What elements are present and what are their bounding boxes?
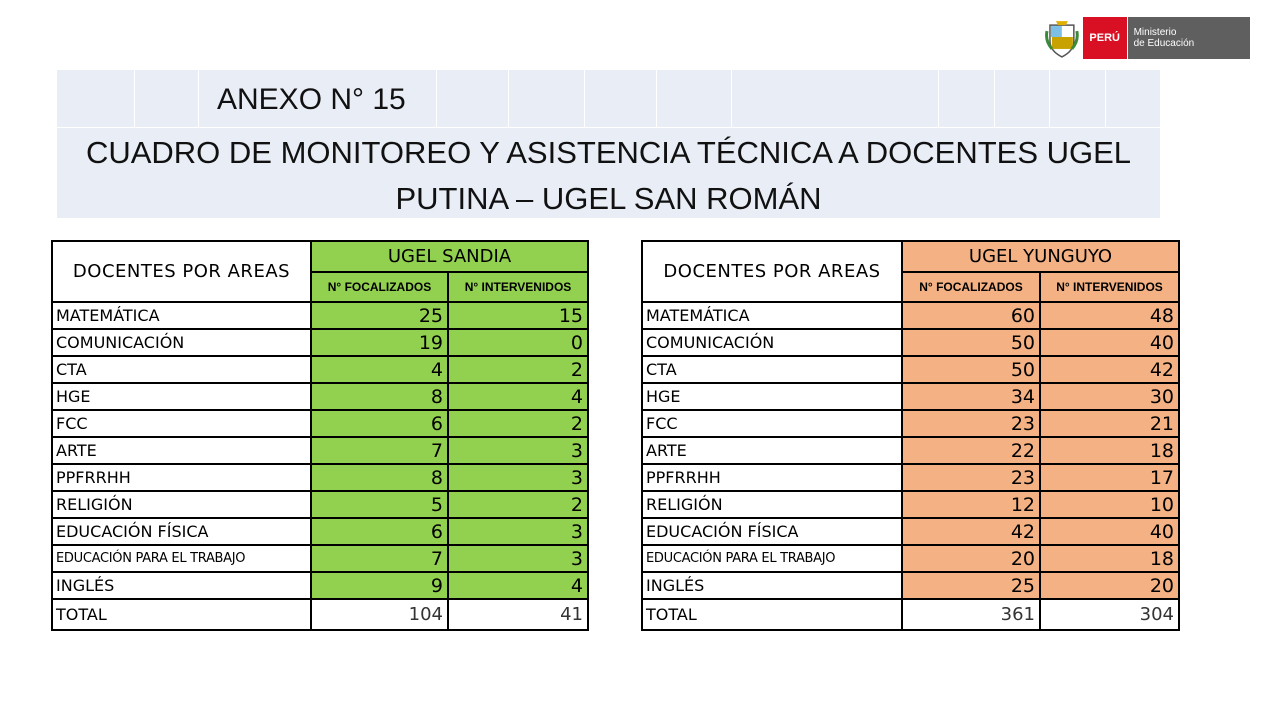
focalizados-cell: 25	[902, 572, 1040, 599]
intervenidos-cell: 42	[1040, 356, 1179, 383]
area-cell: CTA	[52, 356, 311, 383]
intervenidos-cell: 2	[448, 410, 588, 437]
area-cell: MATEMÁTICA	[52, 302, 311, 329]
area-cell: EDUCACIÓN FÍSICA	[52, 518, 311, 545]
focalizados-cell: 60	[902, 302, 1040, 329]
focalizados-cell: 8	[311, 383, 448, 410]
ministry-name	[1128, 17, 1250, 59]
total-label: TOTAL	[642, 599, 902, 630]
focalizados-cell: 7	[311, 545, 448, 572]
focalizados-cell: 4	[311, 356, 448, 383]
peru-label: PERÚ	[1083, 17, 1128, 59]
intervenidos-cell: 30	[1040, 383, 1179, 410]
focalizados-cell: 8	[311, 464, 448, 491]
intervenidos-cell: 18	[1040, 545, 1179, 572]
area-cell: FCC	[52, 410, 311, 437]
total-row	[52, 599, 588, 630]
intervenidos-cell: 3	[448, 437, 588, 464]
focalizados-cell: 50	[902, 356, 1040, 383]
area-cell: MATEMÁTICA	[642, 302, 902, 329]
intervenidos-cell: 15	[448, 302, 588, 329]
area-cell: ARTE	[642, 437, 902, 464]
ugel-sandia-table	[51, 240, 589, 631]
area-cell: COMUNICACIÓN	[642, 329, 902, 356]
table-row	[52, 437, 588, 464]
intervenidos-cell: 40	[1040, 518, 1179, 545]
focalizados-cell: 6	[311, 518, 448, 545]
focalizados-cell: 42	[902, 518, 1040, 545]
area-cell: HGE	[52, 383, 311, 410]
table-row	[642, 464, 1179, 491]
intervenidos-cell: 4	[448, 383, 588, 410]
focalizados-cell: 20	[902, 545, 1040, 572]
focalizados-cell: 23	[902, 410, 1040, 437]
area-cell: EDUCACIÓN FÍSICA	[642, 518, 902, 545]
table-row	[52, 356, 588, 383]
area-cell: RELIGIÓN	[52, 491, 311, 518]
total-focalizados: 104	[311, 599, 448, 630]
ministry-line1: Ministerio	[1133, 27, 1177, 38]
area-cell: EDUCACIÓN PARA EL TRABAJO	[642, 545, 902, 572]
intervenidos-cell: 3	[448, 518, 588, 545]
intervenidos-cell: 2	[448, 491, 588, 518]
intervenidos-cell: 3	[448, 545, 588, 572]
ministry-logo	[1044, 17, 1250, 59]
total-row	[642, 599, 1179, 630]
intervenidos-cell: 21	[1040, 410, 1179, 437]
table-row	[52, 410, 588, 437]
table-row	[642, 383, 1179, 410]
intervenidos-header: N° INTERVENIDOS	[448, 272, 588, 302]
intervenidos-cell: 4	[448, 572, 588, 599]
table-row	[642, 572, 1179, 599]
area-column-header: DOCENTES POR AREAS	[642, 241, 902, 302]
area-cell: INGLÉS	[642, 572, 902, 599]
focalizados-cell: 5	[311, 491, 448, 518]
page-title	[57, 130, 1160, 222]
area-cell: INGLÉS	[52, 572, 311, 599]
total-focalizados: 361	[902, 599, 1040, 630]
focalizados-cell: 25	[311, 302, 448, 329]
area-cell: COMUNICACIÓN	[52, 329, 311, 356]
focalizados-cell: 19	[311, 329, 448, 356]
focalizados-cell: 34	[902, 383, 1040, 410]
table-row	[52, 518, 588, 545]
focalizados-cell: 23	[902, 464, 1040, 491]
focalizados-cell: 12	[902, 491, 1040, 518]
table-row	[642, 329, 1179, 356]
intervenidos-cell: 20	[1040, 572, 1179, 599]
table-row	[52, 302, 588, 329]
annex-number: ANEXO N° 15	[217, 83, 406, 116]
ugel-yunguyo-table	[641, 240, 1180, 631]
table-row	[642, 491, 1179, 518]
title-line-2: PUTINA – UGEL SAN ROMÁN	[395, 181, 822, 216]
area-cell: CTA	[642, 356, 902, 383]
intervenidos-cell: 40	[1040, 329, 1179, 356]
total-intervenidos: 41	[448, 599, 588, 630]
table-row	[642, 302, 1179, 329]
table-row	[52, 329, 588, 356]
focalizados-header: N° FOCALIZADOS	[902, 272, 1040, 302]
coat-of-arms-icon	[1044, 17, 1080, 59]
intervenidos-cell: 18	[1040, 437, 1179, 464]
area-cell: RELIGIÓN	[642, 491, 902, 518]
total-intervenidos: 304	[1040, 599, 1179, 630]
focalizados-cell: 22	[902, 437, 1040, 464]
intervenidos-cell: 17	[1040, 464, 1179, 491]
table-row	[642, 410, 1179, 437]
area-column-header: DOCENTES POR AREAS	[52, 241, 311, 302]
focalizados-cell: 6	[311, 410, 448, 437]
table-row	[52, 491, 588, 518]
table-row	[642, 437, 1179, 464]
intervenidos-cell: 3	[448, 464, 588, 491]
intervenidos-cell: 10	[1040, 491, 1179, 518]
area-cell: PPFRRHH	[642, 464, 902, 491]
area-cell: HGE	[642, 383, 902, 410]
total-label: TOTAL	[52, 599, 311, 630]
table-row	[52, 383, 588, 410]
area-cell: EDUCACIÓN PARA EL TRABAJO	[52, 545, 311, 572]
intervenidos-header: N° INTERVENIDOS	[1040, 272, 1179, 302]
ugel-name-header: UGEL SANDIA	[311, 241, 588, 272]
focalizados-cell: 50	[902, 329, 1040, 356]
table-row	[52, 572, 588, 599]
area-cell: ARTE	[52, 437, 311, 464]
area-cell: PPFRRHH	[52, 464, 311, 491]
ugel-name-header: UGEL YUNGUYO	[902, 241, 1179, 272]
intervenidos-cell: 2	[448, 356, 588, 383]
focalizados-header: N° FOCALIZADOS	[311, 272, 448, 302]
ministry-line2: de Educación	[1133, 38, 1195, 49]
table-row	[642, 545, 1179, 572]
focalizados-cell: 9	[311, 572, 448, 599]
table-row	[52, 464, 588, 491]
header-band	[57, 70, 1160, 218]
focalizados-cell: 7	[311, 437, 448, 464]
table-row	[52, 545, 588, 572]
table-row	[642, 518, 1179, 545]
area-cell: FCC	[642, 410, 902, 437]
header-row	[57, 70, 1160, 128]
intervenidos-cell: 0	[448, 329, 588, 356]
title-line-1: CUADRO DE MONITOREO Y ASISTENCIA TÉCNICA A DOCENTES UGEL	[85, 135, 1132, 170]
intervenidos-cell: 48	[1040, 302, 1179, 329]
table-row	[642, 356, 1179, 383]
